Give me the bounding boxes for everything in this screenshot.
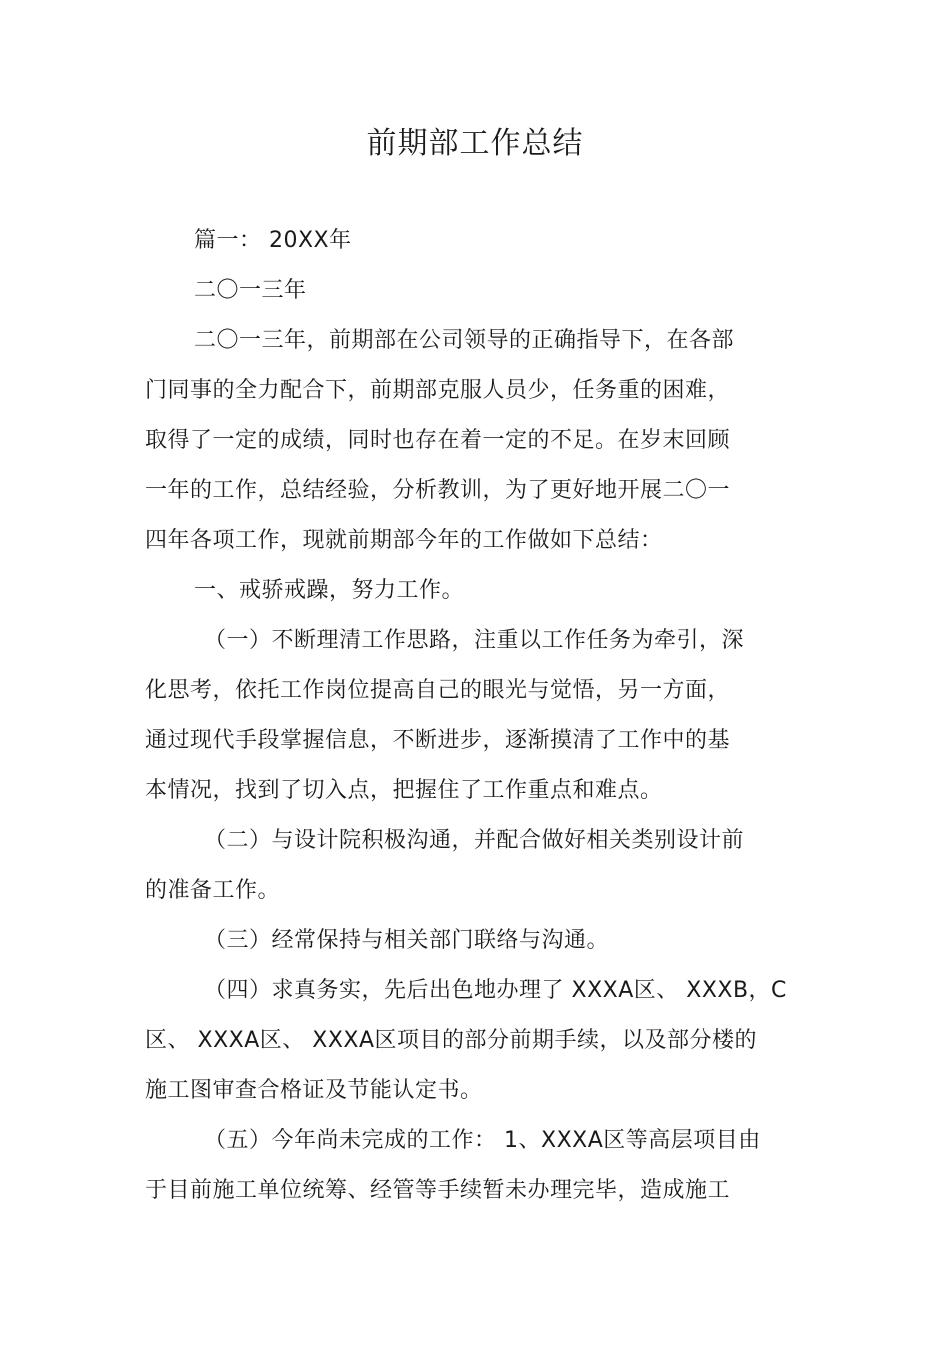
paragraph-line: 通过现代手段掌握信息，不断进步，逐渐摸清了工作中的基 (145, 728, 731, 753)
paragraph-line: 门同事的全力配合下，前期部克服人员少，任务重的困难， (145, 378, 731, 403)
paragraph-line: 取得了一定的成绩，同时也存在着一定的不足。在岁末回顾 (145, 428, 731, 453)
paragraph-line: 四年各项工作，现就前期部今年的工作做如下总结： (145, 528, 663, 553)
paragraph-line: （一）不断理清工作思路，注重以工作任务为牵引，深 (204, 628, 745, 653)
paragraph-line: 二〇一三年 (194, 278, 307, 303)
paragraph-line: （二）与设计院积极沟通，并配合做好相关类别设计前 (204, 828, 745, 853)
paragraph-line: 区、 XXXA区、 XXXA区项目的部分前期手续，以及部分楼的 (145, 1028, 758, 1053)
paragraph-line: （五）今年尚未完成的工作： 1、XXXA区等高层项目由 (204, 1128, 761, 1153)
paragraph-line: 本情况，找到了切入点，把握住了工作重点和难点。 (145, 778, 663, 803)
paragraph-line: 的准备工作。 (145, 878, 281, 903)
section-heading: 一、戒骄戒躁，努力工作。 (194, 578, 465, 603)
paragraph-line: 一年的工作，总结经验，分析教训，为了更好地开展二〇一 (145, 478, 731, 503)
document-title: 前期部工作总结 (366, 126, 584, 161)
paragraph-line: 篇一： 20XX年 (194, 228, 352, 253)
paragraph-line: 于目前施工单位统筹、经管等手续暂未办理完毕，造成施工 (145, 1178, 731, 1203)
paragraph-line: （三）经常保持与相关部门联络与沟通。 (204, 928, 610, 953)
paragraph-line: 化思考，依托工作岗位提高自己的眼光与觉悟，另一方面， (145, 678, 731, 703)
paragraph-line: 二〇一三年，前期部在公司领导的正确指导下，在各部 (194, 328, 735, 353)
paragraph-line: （四）求真务实，先后出色地办理了 XXXA区、 XXXB，C (204, 978, 787, 1003)
paragraph-line: 施工图审查合格证及节能认定书。 (145, 1078, 483, 1103)
